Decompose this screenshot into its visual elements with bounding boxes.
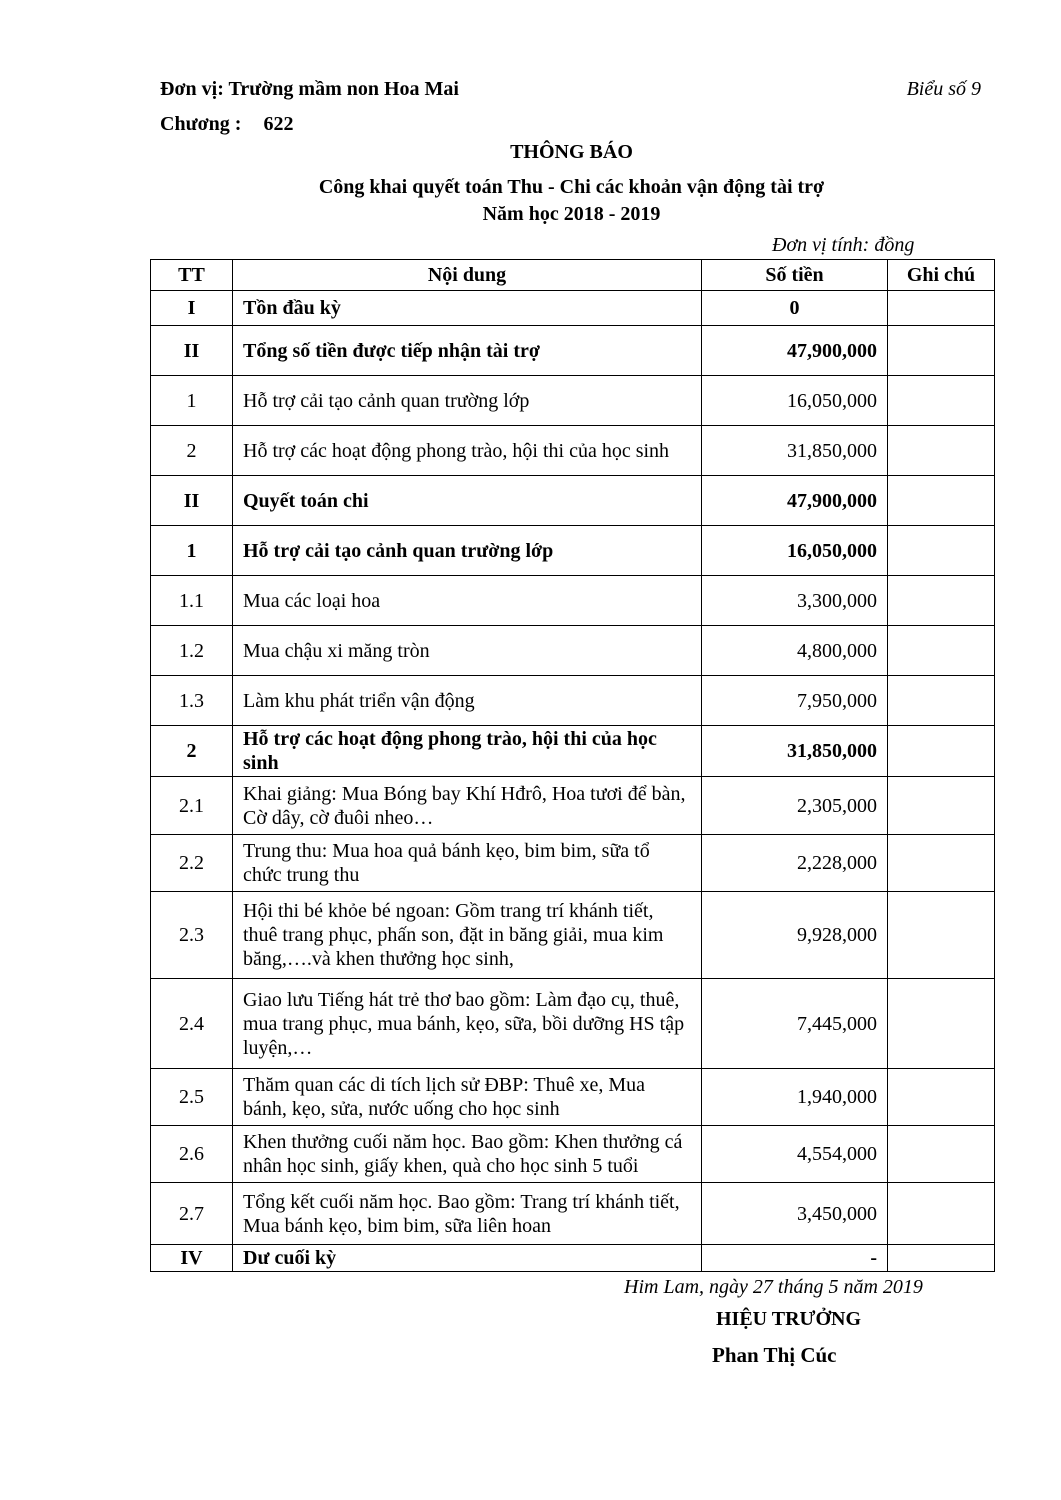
signer-title: HIỆU TRƯỞNG (716, 1308, 862, 1330)
row-tt: 1 (151, 376, 233, 426)
table-row (151, 376, 995, 426)
row-note (888, 626, 995, 676)
row-amount: - (702, 1245, 888, 1272)
row-content: Mua các loại hoa (233, 576, 702, 626)
row-content: Hỗ trợ các hoạt động phong trào, hội thi của học sinh (233, 726, 702, 777)
table-header-row (151, 260, 995, 291)
row-note (888, 1069, 995, 1126)
row-note (888, 835, 995, 892)
row-amount: 2,305,000 (702, 777, 888, 835)
row-amount: 16,050,000 (702, 376, 888, 426)
row-tt: 2.5 (151, 1069, 233, 1126)
row-content: Trung thu: Mua hoa quả bánh kẹo, bim bim, sữa tổ chức trung thu (233, 835, 702, 892)
row-tt: 1 (151, 526, 233, 576)
row-content: Thăm quan các di tích lịch sử ĐBP: Thuê xe, Mua bánh, kẹo, sửa, nước uống cho học sinh (233, 1069, 702, 1126)
row-amount: 7,950,000 (702, 676, 888, 726)
row-content: Hỗ trợ các hoạt động phong trào, hội thi của học sinh (233, 426, 702, 476)
table-row (151, 1245, 995, 1272)
row-amount: 2,228,000 (702, 835, 888, 892)
row-note (888, 426, 995, 476)
row-note (888, 291, 995, 326)
header-tt: TT (151, 260, 233, 291)
row-amount: 4,554,000 (702, 1126, 888, 1183)
row-note (888, 376, 995, 426)
row-tt: II (151, 476, 233, 526)
row-note (888, 476, 995, 526)
row-amount: 31,850,000 (702, 426, 888, 476)
row-amount: 47,900,000 (702, 476, 888, 526)
row-amount: 3,300,000 (702, 576, 888, 626)
table-row (151, 626, 995, 676)
row-content: Tổng số tiền được tiếp nhận tài trợ (233, 326, 702, 376)
table-row (151, 476, 995, 526)
row-amount: 1,940,000 (702, 1069, 888, 1126)
row-amount: 16,050,000 (702, 526, 888, 576)
school-year: Năm học 2018 - 2019 (482, 203, 661, 225)
table-row (151, 576, 995, 626)
row-content: Mua chậu xi măng tròn (233, 626, 702, 676)
table-row (151, 979, 995, 1069)
row-note (888, 526, 995, 576)
chapter-line (160, 113, 293, 136)
row-tt: IV (151, 1245, 233, 1272)
row-tt: 2.6 (151, 1126, 233, 1183)
row-content: Hội thi bé khỏe bé ngoan: Gồm trang trí khánh tiết, thuê trang phục, phấn son, đặt in băng giải, mua kim băng,….và khen thưởng học sinh, (233, 892, 702, 979)
row-content: Hỗ trợ cải tạo cảnh quan trường lớp (233, 526, 702, 576)
row-tt: 2.2 (151, 835, 233, 892)
row-content: Dư cuối kỳ (233, 1245, 702, 1272)
row-tt: 1.1 (151, 576, 233, 626)
row-note (888, 892, 995, 979)
header-note: Ghi chú (888, 260, 995, 291)
row-amount: 31,850,000 (702, 726, 888, 777)
row-note (888, 726, 995, 777)
row-tt: 2.1 (151, 777, 233, 835)
row-tt: 2 (151, 426, 233, 476)
table-row (151, 326, 995, 376)
row-amount: 47,900,000 (702, 326, 888, 376)
row-tt: I (151, 291, 233, 326)
row-note (888, 1245, 995, 1272)
row-content: Hỗ trợ cải tạo cảnh quan trường lớp (233, 376, 702, 426)
row-amount: 0 (702, 291, 888, 326)
form-number: Biểu số 9 (906, 78, 981, 100)
table-row (151, 777, 995, 835)
table-row (151, 526, 995, 576)
row-content: Khai giảng: Mua Bóng bay Khí Hđrô, Hoa tươi để bàn, Cờ dây, cờ đuôi nheo… (233, 777, 702, 835)
table-row (151, 291, 995, 326)
row-content: Tổng kết cuối năm học. Bao gồm: Trang trí khánh tiết, Mua bánh kẹo, bim bim, sữa liên hoan (233, 1183, 702, 1245)
row-content: Làm khu phát triển vận động (233, 676, 702, 726)
row-amount: 7,445,000 (702, 979, 888, 1069)
table-row (151, 1126, 995, 1183)
table-row (151, 1069, 995, 1126)
page-title: THÔNG BÁO (510, 141, 633, 163)
table-row (151, 426, 995, 476)
chapter-label: Chương : (160, 113, 242, 135)
row-amount: 3,450,000 (702, 1183, 888, 1245)
signer-name: Phan Thị Cúc (712, 1343, 837, 1367)
page-subtitle: Công khai quyết toán Thu - Chi các khoản vận động tài trợ (318, 176, 825, 198)
place-date: Him Lam, ngày 27 tháng 5 năm 2019 (624, 1276, 923, 1298)
row-note (888, 576, 995, 626)
row-note (888, 326, 995, 376)
row-amount: 9,928,000 (702, 892, 888, 979)
row-tt: 2.4 (151, 979, 233, 1069)
row-note (888, 979, 995, 1069)
row-content: Tồn đầu kỳ (233, 291, 702, 326)
row-tt: 2 (151, 726, 233, 777)
row-amount: 4,800,000 (702, 626, 888, 676)
row-content: Quyết toán chi (233, 476, 702, 526)
row-tt: 1.3 (151, 676, 233, 726)
header-content: Nội dung (233, 260, 702, 291)
table-row (151, 835, 995, 892)
row-tt: 1.2 (151, 626, 233, 676)
table-row (151, 726, 995, 777)
header-amount: Số tiền (702, 260, 888, 291)
currency-note: Đơn vị tính: đồng (772, 234, 915, 256)
row-note (888, 777, 995, 835)
row-tt: 2.7 (151, 1183, 233, 1245)
table-row (151, 676, 995, 726)
row-tt: II (151, 326, 233, 376)
table-row (151, 1183, 995, 1245)
chapter-number: 622 (263, 113, 294, 135)
row-note (888, 676, 995, 726)
table-row (151, 892, 995, 979)
row-content: Giao lưu Tiếng hát trẻ thơ bao gồm: Làm đạo cụ, thuê, mua trang phục, mua bánh, kẹo, sữa, bồi dưỡng HS tập luyện,… (233, 979, 702, 1069)
row-note (888, 1126, 995, 1183)
row-tt: 2.3 (151, 892, 233, 979)
finance-table (150, 259, 995, 1272)
row-content: Khen thưởng cuối năm học. Bao gồm: Khen thưởng cá nhân học sinh, giấy khen, quà cho học sinh 5 tuổi (233, 1126, 702, 1183)
row-note (888, 1183, 995, 1245)
unit-label: Đơn vị: Trường mầm non Hoa Mai (160, 78, 459, 100)
